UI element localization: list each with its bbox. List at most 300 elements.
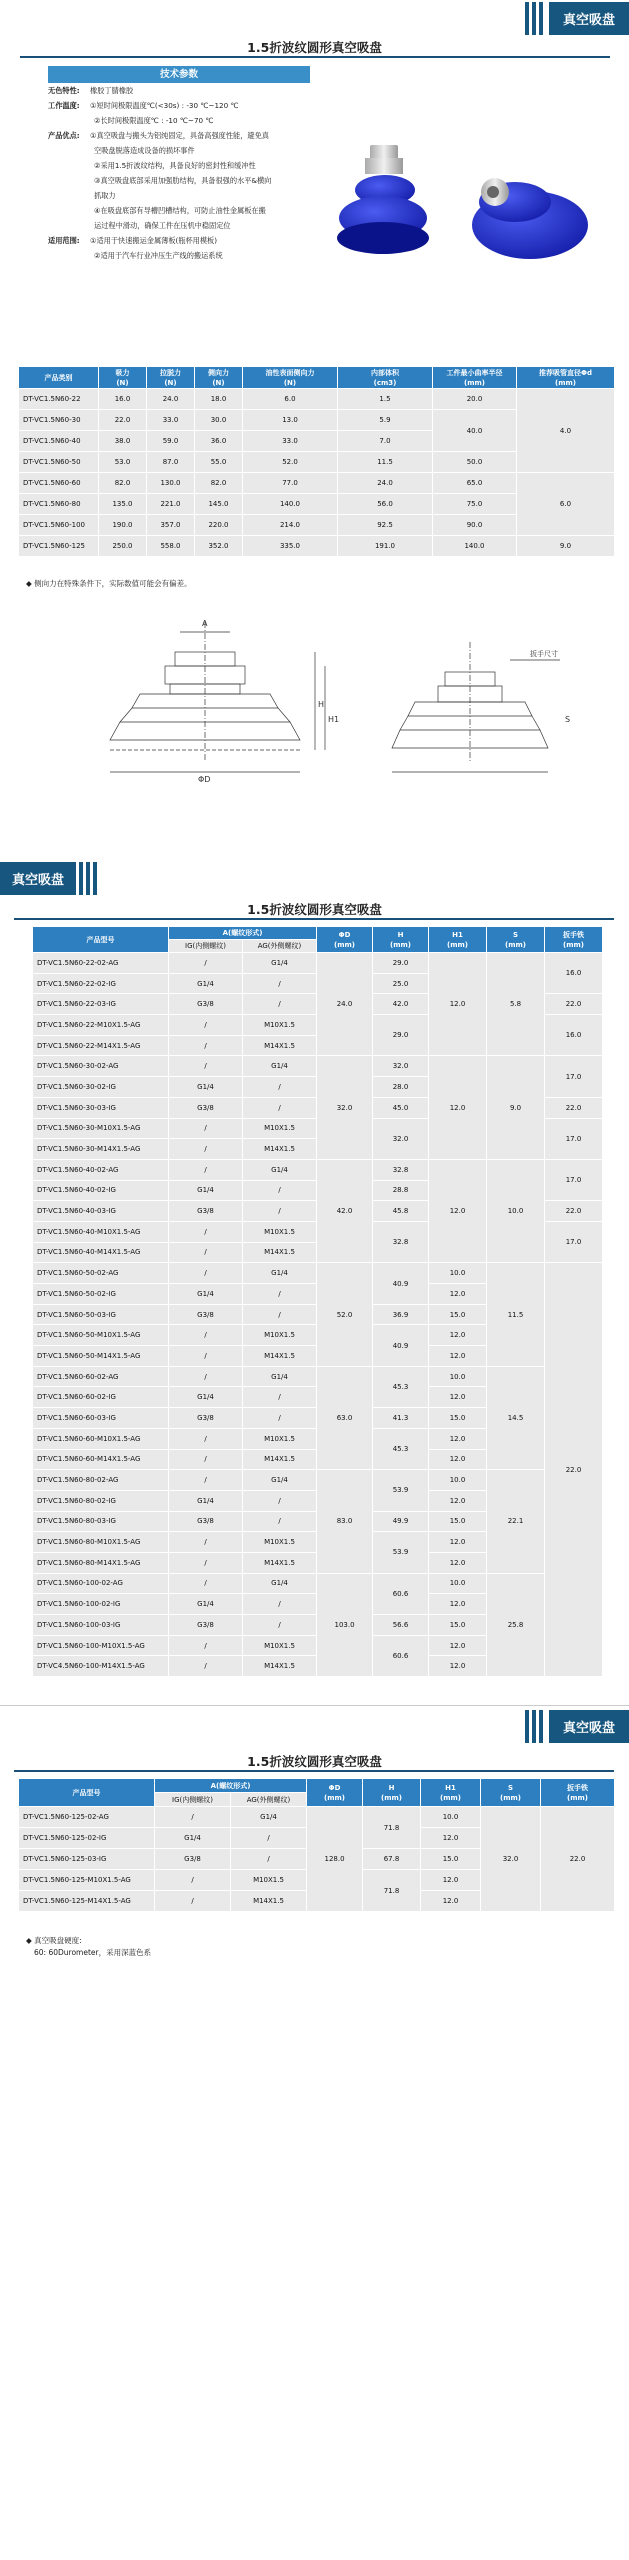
col-model: 产品型号 [33, 927, 169, 953]
h1-cell: 10.0 [421, 1807, 481, 1828]
table-cell: DT-VC1.5N60-100 [19, 515, 99, 536]
table-cell: 36.0 [195, 431, 243, 452]
model-cell: DT-VC1.5N60-125-03-IG [19, 1849, 155, 1870]
h-cell: 67.8 [363, 1849, 421, 1870]
spec-value: ①适用于快速搬运金属薄板(瓶杯用模板) [90, 236, 218, 245]
table-cell: 5.9 [338, 410, 433, 431]
w-cell: 22.0 [545, 994, 603, 1015]
dim-h: H [318, 700, 325, 709]
h1-cell: 12.0 [429, 1656, 487, 1677]
table-row [33, 1159, 603, 1180]
table-cell: 77.0 [243, 473, 338, 494]
spec-header: 技术参数 [48, 66, 310, 83]
note: ◆ 侧向力在特殊条件下，实际数值可能会有偏差。 [26, 579, 192, 588]
section-tag-mid: 真空吸盘 [0, 862, 97, 895]
ig-cell: G3/8 [169, 1511, 243, 1532]
ag-cell: / [243, 1615, 317, 1636]
table-cell: 250.0 [99, 536, 147, 557]
table-cell: 56.0 [338, 494, 433, 515]
spec-row [48, 248, 310, 263]
divider [20, 56, 610, 58]
h-cell: 53.9 [373, 1532, 429, 1573]
h-cell: 71.8 [363, 1807, 421, 1849]
ag-cell: / [243, 994, 317, 1015]
s-cell: 25.8 [487, 1573, 545, 1676]
spec-key: 适用范围: [48, 236, 80, 245]
model-cell: DT-VC1.5N60-30-03-IG [33, 1097, 169, 1118]
table-row [33, 1470, 603, 1491]
h-cell: 45.3 [373, 1366, 429, 1407]
ag-cell: G1/4 [243, 1056, 317, 1077]
spec-row [48, 158, 310, 173]
h-cell: 25.0 [373, 973, 429, 994]
param-col-header: 侧向力 (N) [195, 367, 243, 389]
table-cell: 9.0 [517, 536, 615, 557]
table-cell: 7.0 [338, 431, 433, 452]
table-cell: 140.0 [243, 494, 338, 515]
dim-d: ΦD [198, 775, 211, 784]
ag-cell: / [243, 1594, 317, 1615]
s-cell: 5.8 [487, 953, 545, 1056]
ig-cell: / [169, 1325, 243, 1346]
table-cell: 220.0 [195, 515, 243, 536]
model-cell: DT-VC1.5N60-100-02-IG [33, 1594, 169, 1615]
ag-cell: / [243, 1511, 317, 1532]
ig-cell: G1/4 [155, 1828, 231, 1849]
table-cell: 90.0 [433, 515, 517, 536]
col-d: ΦD (mm) [317, 927, 373, 953]
model-cell: DT-VC1.5N60-60-02-IG [33, 1387, 169, 1408]
ag-cell: / [243, 1201, 317, 1222]
ag-cell: M14X1.5 [243, 1139, 317, 1160]
ag-cell: M10X1.5 [243, 1325, 317, 1346]
model-cell: DT-VC1.5N60-22-02-AG [33, 953, 169, 974]
table-cell: 92.5 [338, 515, 433, 536]
table-cell: 145.0 [195, 494, 243, 515]
model-cell: DT-VC1.5N60-40-M14X1.5-AG [33, 1242, 169, 1263]
h1-cell: 15.0 [429, 1511, 487, 1532]
h-cell: 28.0 [373, 1077, 429, 1098]
table-row [33, 1573, 603, 1594]
h1-cell: 12.0 [429, 1284, 487, 1305]
ag-cell: M10X1.5 [243, 1015, 317, 1036]
table-cell: DT-VC1.5N60-125 [19, 536, 99, 557]
table-cell: 335.0 [243, 536, 338, 557]
table-cell: 221.0 [147, 494, 195, 515]
table-cell: 214.0 [243, 515, 338, 536]
ig-cell: / [169, 1532, 243, 1553]
spec-value: ②适用于汽车行业冲压生产线的搬运系统 [94, 251, 223, 260]
divider [0, 1705, 629, 1706]
divider [14, 918, 614, 920]
model-cell: DT-VC1.5N60-30-M14X1.5-AG [33, 1139, 169, 1160]
col-h1: H1 (mm) [429, 927, 487, 953]
h1-cell: 15.0 [429, 1304, 487, 1325]
h-cell: 45.0 [373, 1097, 429, 1118]
ig-cell: G1/4 [169, 1284, 243, 1305]
ag-cell: M10X1.5 [243, 1635, 317, 1656]
d-cell: 24.0 [317, 953, 373, 1056]
w-cell: 16.0 [545, 953, 603, 994]
ag-cell: / [243, 1304, 317, 1325]
h-cell: 49.9 [373, 1511, 429, 1532]
ig-cell: G3/8 [169, 994, 243, 1015]
h1-cell: 12.0 [429, 1056, 487, 1159]
table-cell: 1.5 [338, 389, 433, 410]
d-cell: 32.0 [317, 1056, 373, 1159]
table-cell: 13.0 [243, 410, 338, 431]
h-cell: 56.6 [373, 1615, 429, 1636]
ig-cell: G1/4 [169, 1594, 243, 1615]
table-cell: 558.0 [147, 536, 195, 557]
table-cell: 140.0 [433, 536, 517, 557]
table-cell: 20.0 [433, 389, 517, 410]
table-cell: 190.0 [99, 515, 147, 536]
h1-cell: 12.0 [429, 1490, 487, 1511]
table-cell: 11.5 [338, 452, 433, 473]
spec-row [48, 98, 310, 113]
w-cell: 17.0 [545, 1118, 603, 1159]
ig-cell: G1/4 [169, 1180, 243, 1201]
table-cell: DT-VC1.5N60-50 [19, 452, 99, 473]
h1-cell: 12.0 [429, 1159, 487, 1262]
table-cell: 135.0 [99, 494, 147, 515]
model-cell: DT-VC1.5N60-22-03-IG [33, 994, 169, 1015]
table-cell: 82.0 [99, 473, 147, 494]
page-title: 1.5折波纹圆形真空吸盘 [247, 40, 382, 55]
model-cell: DT-VC1.5N60-80-M14X1.5-AG [33, 1552, 169, 1573]
spec-row [48, 143, 310, 158]
h-cell: 32.0 [373, 1118, 429, 1159]
col-ag: AG(外侧螺纹) [243, 940, 317, 953]
model-cell: DT-VC1.5N60-30-02-AG [33, 1056, 169, 1077]
col-h: H (mm) [373, 927, 429, 953]
ig-cell: / [169, 953, 243, 974]
spec-value: ①短时间极限温度℃(<30s) : -30 ℃~120 ℃ [90, 101, 239, 110]
spec-value: 运过程中滑动，确保工件在压机中稳固定位 [94, 221, 231, 230]
dim-h1: H1 [328, 715, 340, 724]
model-cell: DT-VC1.5N60-60-M14X1.5-AG [33, 1449, 169, 1470]
ig-cell: / [169, 1428, 243, 1449]
spec-row [48, 173, 310, 188]
h-cell: 40.9 [373, 1325, 429, 1366]
model-cell: DT-VC1.5N60-22-M10X1.5-AG [33, 1015, 169, 1036]
spec-key: 无色特性: [48, 86, 80, 95]
h1-cell: 12.0 [429, 1594, 487, 1615]
h1-cell: 12.0 [429, 1532, 487, 1553]
section-tag-top [522, 2, 629, 35]
table-row [33, 1056, 603, 1077]
w-cell: 17.0 [545, 1221, 603, 1262]
param-col-header: 内部体积 (cm3) [338, 367, 433, 389]
ag-cell: / [231, 1828, 307, 1849]
model-cell: DT-VC1.5N60-22-M14X1.5-AG [33, 1035, 169, 1056]
h-cell: 32.8 [373, 1159, 429, 1180]
param-col-header: 产品类别 [19, 367, 99, 389]
h1-cell: 12.0 [429, 1325, 487, 1346]
table-cell: 24.0 [338, 473, 433, 494]
param-col-header: 吸力 (N) [99, 367, 147, 389]
table-cell: 130.0 [147, 473, 195, 494]
ig-cell: / [169, 1573, 243, 1594]
table-cell: 357.0 [147, 515, 195, 536]
ag-cell: M14X1.5 [243, 1346, 317, 1367]
table-cell: 30.0 [195, 410, 243, 431]
spec-row [48, 128, 310, 143]
table-cell: 40.0 [433, 410, 517, 452]
ag-cell: / [243, 1284, 317, 1305]
ig-cell: / [169, 1366, 243, 1387]
model-cell: DT-VC1.5N60-80-M10X1.5-AG [33, 1532, 169, 1553]
model-cell: DT-VC1.5N60-125-M14X1.5-AG [19, 1891, 155, 1912]
ig-cell: / [155, 1870, 231, 1891]
param-col-header: 工件最小曲率半径 (mm) [433, 367, 517, 389]
col-a: A(螺纹形式) [169, 927, 317, 940]
table-cell: 33.0 [147, 410, 195, 431]
h-cell: 29.0 [373, 1015, 429, 1056]
ag-cell: M10X1.5 [243, 1118, 317, 1139]
ig-cell: G1/4 [169, 1077, 243, 1098]
technical-drawing [20, 612, 610, 842]
table-cell: 6.0 [243, 389, 338, 410]
spec-value: 空吸盘脱落造成设备的损坏事件 [94, 146, 195, 155]
ag-cell: / [231, 1849, 307, 1870]
ag-cell: M14X1.5 [243, 1242, 317, 1263]
h-cell: 45.8 [373, 1201, 429, 1222]
col-w: 扳手铁 (mm) [545, 927, 603, 953]
table-row [19, 473, 615, 494]
h1-cell: 12.0 [429, 1387, 487, 1408]
ag-cell: G1/4 [243, 1366, 317, 1387]
model-cell: DT-VC1.5N60-50-M14X1.5-AG [33, 1346, 169, 1367]
h-cell: 71.8 [363, 1870, 421, 1912]
spec-row [48, 203, 310, 218]
h-cell: 42.0 [373, 994, 429, 1015]
table-row [33, 1366, 603, 1387]
model-cell: DT-VC1.5N60-100-M10X1.5-AG [33, 1635, 169, 1656]
page3-title: 1.5折波纹圆形真空吸盘 [247, 1754, 382, 1769]
spec-value: ①真空吸盘与搬头为铝纯固定，具备高强度性能，避免真 [90, 131, 269, 140]
spec-value: 橡胶丁腈橡胶 [90, 86, 134, 95]
table-row [33, 953, 603, 974]
spec-key: 工作温度: [48, 101, 80, 110]
table-cell: DT-VC1.5N60-40 [19, 431, 99, 452]
ig-cell: G3/8 [169, 1201, 243, 1222]
model-cell: DT-VC1.5N60-30-M10X1.5-AG [33, 1118, 169, 1139]
dim-a: A [202, 619, 208, 628]
table-cell: 59.0 [147, 431, 195, 452]
d-cell: 128.0 [307, 1807, 363, 1912]
table-cell: 18.0 [195, 389, 243, 410]
model-cell: DT-VC1.5N60-40-03-IG [33, 1201, 169, 1222]
table-cell: DT-VC1.5N60-60 [19, 473, 99, 494]
ig-cell: G3/8 [155, 1849, 231, 1870]
ag-cell: / [243, 1097, 317, 1118]
h-cell: 32.0 [373, 1056, 429, 1077]
h1-cell: 12.0 [421, 1828, 481, 1849]
table-cell: 16.0 [99, 389, 147, 410]
h-cell: 41.3 [373, 1408, 429, 1429]
model-cell: DT-VC1.5N60-30-02-IG [33, 1077, 169, 1098]
table-row [33, 1263, 603, 1284]
model-cell: DT-VC1.5N60-100-03-IG [33, 1615, 169, 1636]
ig-cell: / [169, 1118, 243, 1139]
table-cell: 191.0 [338, 536, 433, 557]
hardness-note-detail: 60: 60Durometer，采用深蓝色系 [34, 1948, 152, 1957]
h-cell: 29.0 [373, 953, 429, 974]
model-cell: DT-VC1.5N60-50-02-IG [33, 1284, 169, 1305]
spec-value: ④在吸盘底部有导槽凹槽结构，可防止油性金属板在搬 [94, 206, 266, 215]
ag-cell: M14X1.5 [243, 1552, 317, 1573]
model-cell: DT-VC1.5N60-40-M10X1.5-AG [33, 1221, 169, 1242]
ag-cell: / [243, 1077, 317, 1098]
d-cell: 83.0 [317, 1470, 373, 1573]
ig-cell: / [169, 1346, 243, 1367]
model-cell: DT-VC1.5N60-22-02-IG [33, 973, 169, 994]
table-cell: 6.0 [517, 473, 615, 536]
spec-value: ②长时间极限温度℃ : -10 ℃~70 ℃ [94, 116, 214, 125]
h1-cell: 10.0 [429, 1470, 487, 1491]
h1-cell: 12.0 [429, 1552, 487, 1573]
ag-cell: G1/4 [243, 1263, 317, 1284]
param-table [18, 366, 614, 557]
h1-cell: 10.0 [429, 1573, 487, 1594]
col-ig: IG(内侧螺纹) [169, 940, 243, 953]
h-cell: 36.9 [373, 1304, 429, 1325]
ig-cell: / [169, 1470, 243, 1491]
ig-cell: / [169, 1449, 243, 1470]
model-cell: DT-VC1.5N60-50-M10X1.5-AG [33, 1325, 169, 1346]
ig-cell: / [169, 1015, 243, 1036]
model-cell: DT-VC1.5N60-50-03-IG [33, 1304, 169, 1325]
h1-cell: 10.0 [429, 1263, 487, 1284]
ig-cell: / [169, 1263, 243, 1284]
h-cell: 32.8 [373, 1221, 429, 1262]
ag-cell: G1/4 [243, 1573, 317, 1594]
model-cell: DT-VC1.5N60-80-03-IG [33, 1511, 169, 1532]
ag-cell: G1/4 [243, 953, 317, 974]
table-cell: 352.0 [195, 536, 243, 557]
ag-cell: M10X1.5 [231, 1870, 307, 1891]
ag-cell: G1/4 [231, 1807, 307, 1828]
s-cell: 11.5 [487, 1263, 545, 1366]
ig-cell: G1/4 [169, 1387, 243, 1408]
hardness-note: ◆ 真空吸盘硬度: [26, 1936, 82, 1945]
divider [14, 1770, 614, 1772]
spec-value: ②采用1.5折波纹结构，具备良好的密封性和缓冲性 [94, 161, 256, 170]
ig-cell: / [155, 1807, 231, 1828]
section-tag-bottom: 真空吸盘 [522, 1710, 629, 1743]
w-cell: 16.0 [545, 1015, 603, 1056]
table-cell: 55.0 [195, 452, 243, 473]
product-photo [335, 140, 595, 270]
table-cell: 53.0 [99, 452, 147, 473]
h-cell: 45.3 [373, 1428, 429, 1469]
ig-cell: G1/4 [169, 1490, 243, 1511]
model-cell: DT-VC1.5N60-100-02-AG [33, 1573, 169, 1594]
h1-cell: 10.0 [429, 1366, 487, 1387]
model-cell: DT-VC1.5N60-60-02-AG [33, 1366, 169, 1387]
s-cell: 32.0 [481, 1807, 541, 1912]
h-cell: 28.8 [373, 1180, 429, 1201]
spec-value: ③真空吸盘底部采用加强肋结构，具备很强的水平&横向 [94, 176, 272, 185]
d-cell: 52.0 [317, 1263, 373, 1366]
h-cell: 60.6 [373, 1573, 429, 1614]
w-cell: 22.0 [545, 1201, 603, 1222]
dim-wrench: 扳手尺寸 [530, 650, 558, 658]
ig-cell: G3/8 [169, 1304, 243, 1325]
d-cell: 63.0 [317, 1366, 373, 1469]
model-cell: DT-VC1.5N60-60-03-IG [33, 1408, 169, 1429]
w-cell: 17.0 [545, 1159, 603, 1200]
ag-cell: M10X1.5 [243, 1428, 317, 1449]
model-cell: DT-VC1.5N60-125-M10X1.5-AG [19, 1870, 155, 1891]
ig-cell: G3/8 [169, 1097, 243, 1118]
spec-row [48, 113, 310, 128]
model-cell: DT-VC4.5N60-100-M14X1.5-AG [33, 1656, 169, 1677]
h1-cell: 15.0 [429, 1615, 487, 1636]
page2-title: 1.5折波纹圆形真空吸盘 [247, 902, 382, 917]
dim-s: S [565, 715, 571, 724]
model-table [32, 926, 602, 1677]
spec-row [48, 233, 310, 248]
ag-cell: G1/4 [243, 1159, 317, 1180]
table-cell: DT-VC1.5N60-30 [19, 410, 99, 431]
ig-cell: G1/4 [169, 973, 243, 994]
ig-cell: / [169, 1552, 243, 1573]
ig-cell: / [169, 1242, 243, 1263]
ag-cell: M14X1.5 [243, 1449, 317, 1470]
ag-cell: / [243, 1490, 317, 1511]
w-cell: 22.0 [545, 1097, 603, 1118]
ag-cell: M10X1.5 [243, 1532, 317, 1553]
d-cell: 42.0 [317, 1159, 373, 1262]
table-cell: 65.0 [433, 473, 517, 494]
h1-cell: 12.0 [421, 1870, 481, 1891]
section-tag-label: 真空吸盘 [549, 2, 629, 35]
w-cell: 22.0 [545, 1263, 603, 1677]
ig-cell: / [169, 1221, 243, 1242]
table-cell: 33.0 [243, 431, 338, 452]
ag-cell: G1/4 [243, 1470, 317, 1491]
s-cell: 14.5 [487, 1366, 545, 1469]
ig-cell: / [169, 1656, 243, 1677]
model-table-125: 产品型号 A(螺纹形式) ΦD (mm) H (mm) H1 (mm) S (mm) 扳手铁 (mm) IG(内侧螺纹) AG(外侧螺纹) DT-VC1.5N60-125-02-AG / G1/4 128.0 71.8 10.0 32.0 22.0 DT-VC1.5N60-125-02-IG G1/4 / 12.0 DT-VC1.5N60-125-03-IG G3/8 / 67.8 15.0 DT-VC1.5N60-125-M10X1.5-AG / M10X1.5 71.8 12.0 DT-VC1.5N60-125-M14X1.5-AG / M14X1.5 12.0 [18, 1778, 614, 1912]
ag-cell: M10X1.5 [243, 1221, 317, 1242]
s-cell: 22.1 [487, 1470, 545, 1573]
s-cell: 10.0 [487, 1159, 545, 1262]
ag-cell: / [243, 1408, 317, 1429]
h1-cell: 12.0 [429, 1346, 487, 1367]
h1-cell: 12.0 [429, 1449, 487, 1470]
ig-cell: / [169, 1035, 243, 1056]
spec-row [48, 188, 310, 203]
table-cell: 75.0 [433, 494, 517, 515]
table-cell: 22.0 [99, 410, 147, 431]
ag-cell: / [243, 973, 317, 994]
table-cell: 87.0 [147, 452, 195, 473]
h1-cell: 15.0 [421, 1849, 481, 1870]
ig-cell: / [169, 1056, 243, 1077]
h1-cell: 12.0 [429, 953, 487, 1056]
ag-cell: / [243, 1387, 317, 1408]
h-cell: 40.9 [373, 1263, 429, 1304]
param-col-header: 油性表面侧向力 (N) [243, 367, 338, 389]
table-row [19, 1807, 615, 1828]
h1-cell: 12.0 [429, 1428, 487, 1449]
model-cell: DT-VC1.5N60-125-02-IG [19, 1828, 155, 1849]
param-col-header: 推荐吸管直径Φd (mm) [517, 367, 615, 389]
